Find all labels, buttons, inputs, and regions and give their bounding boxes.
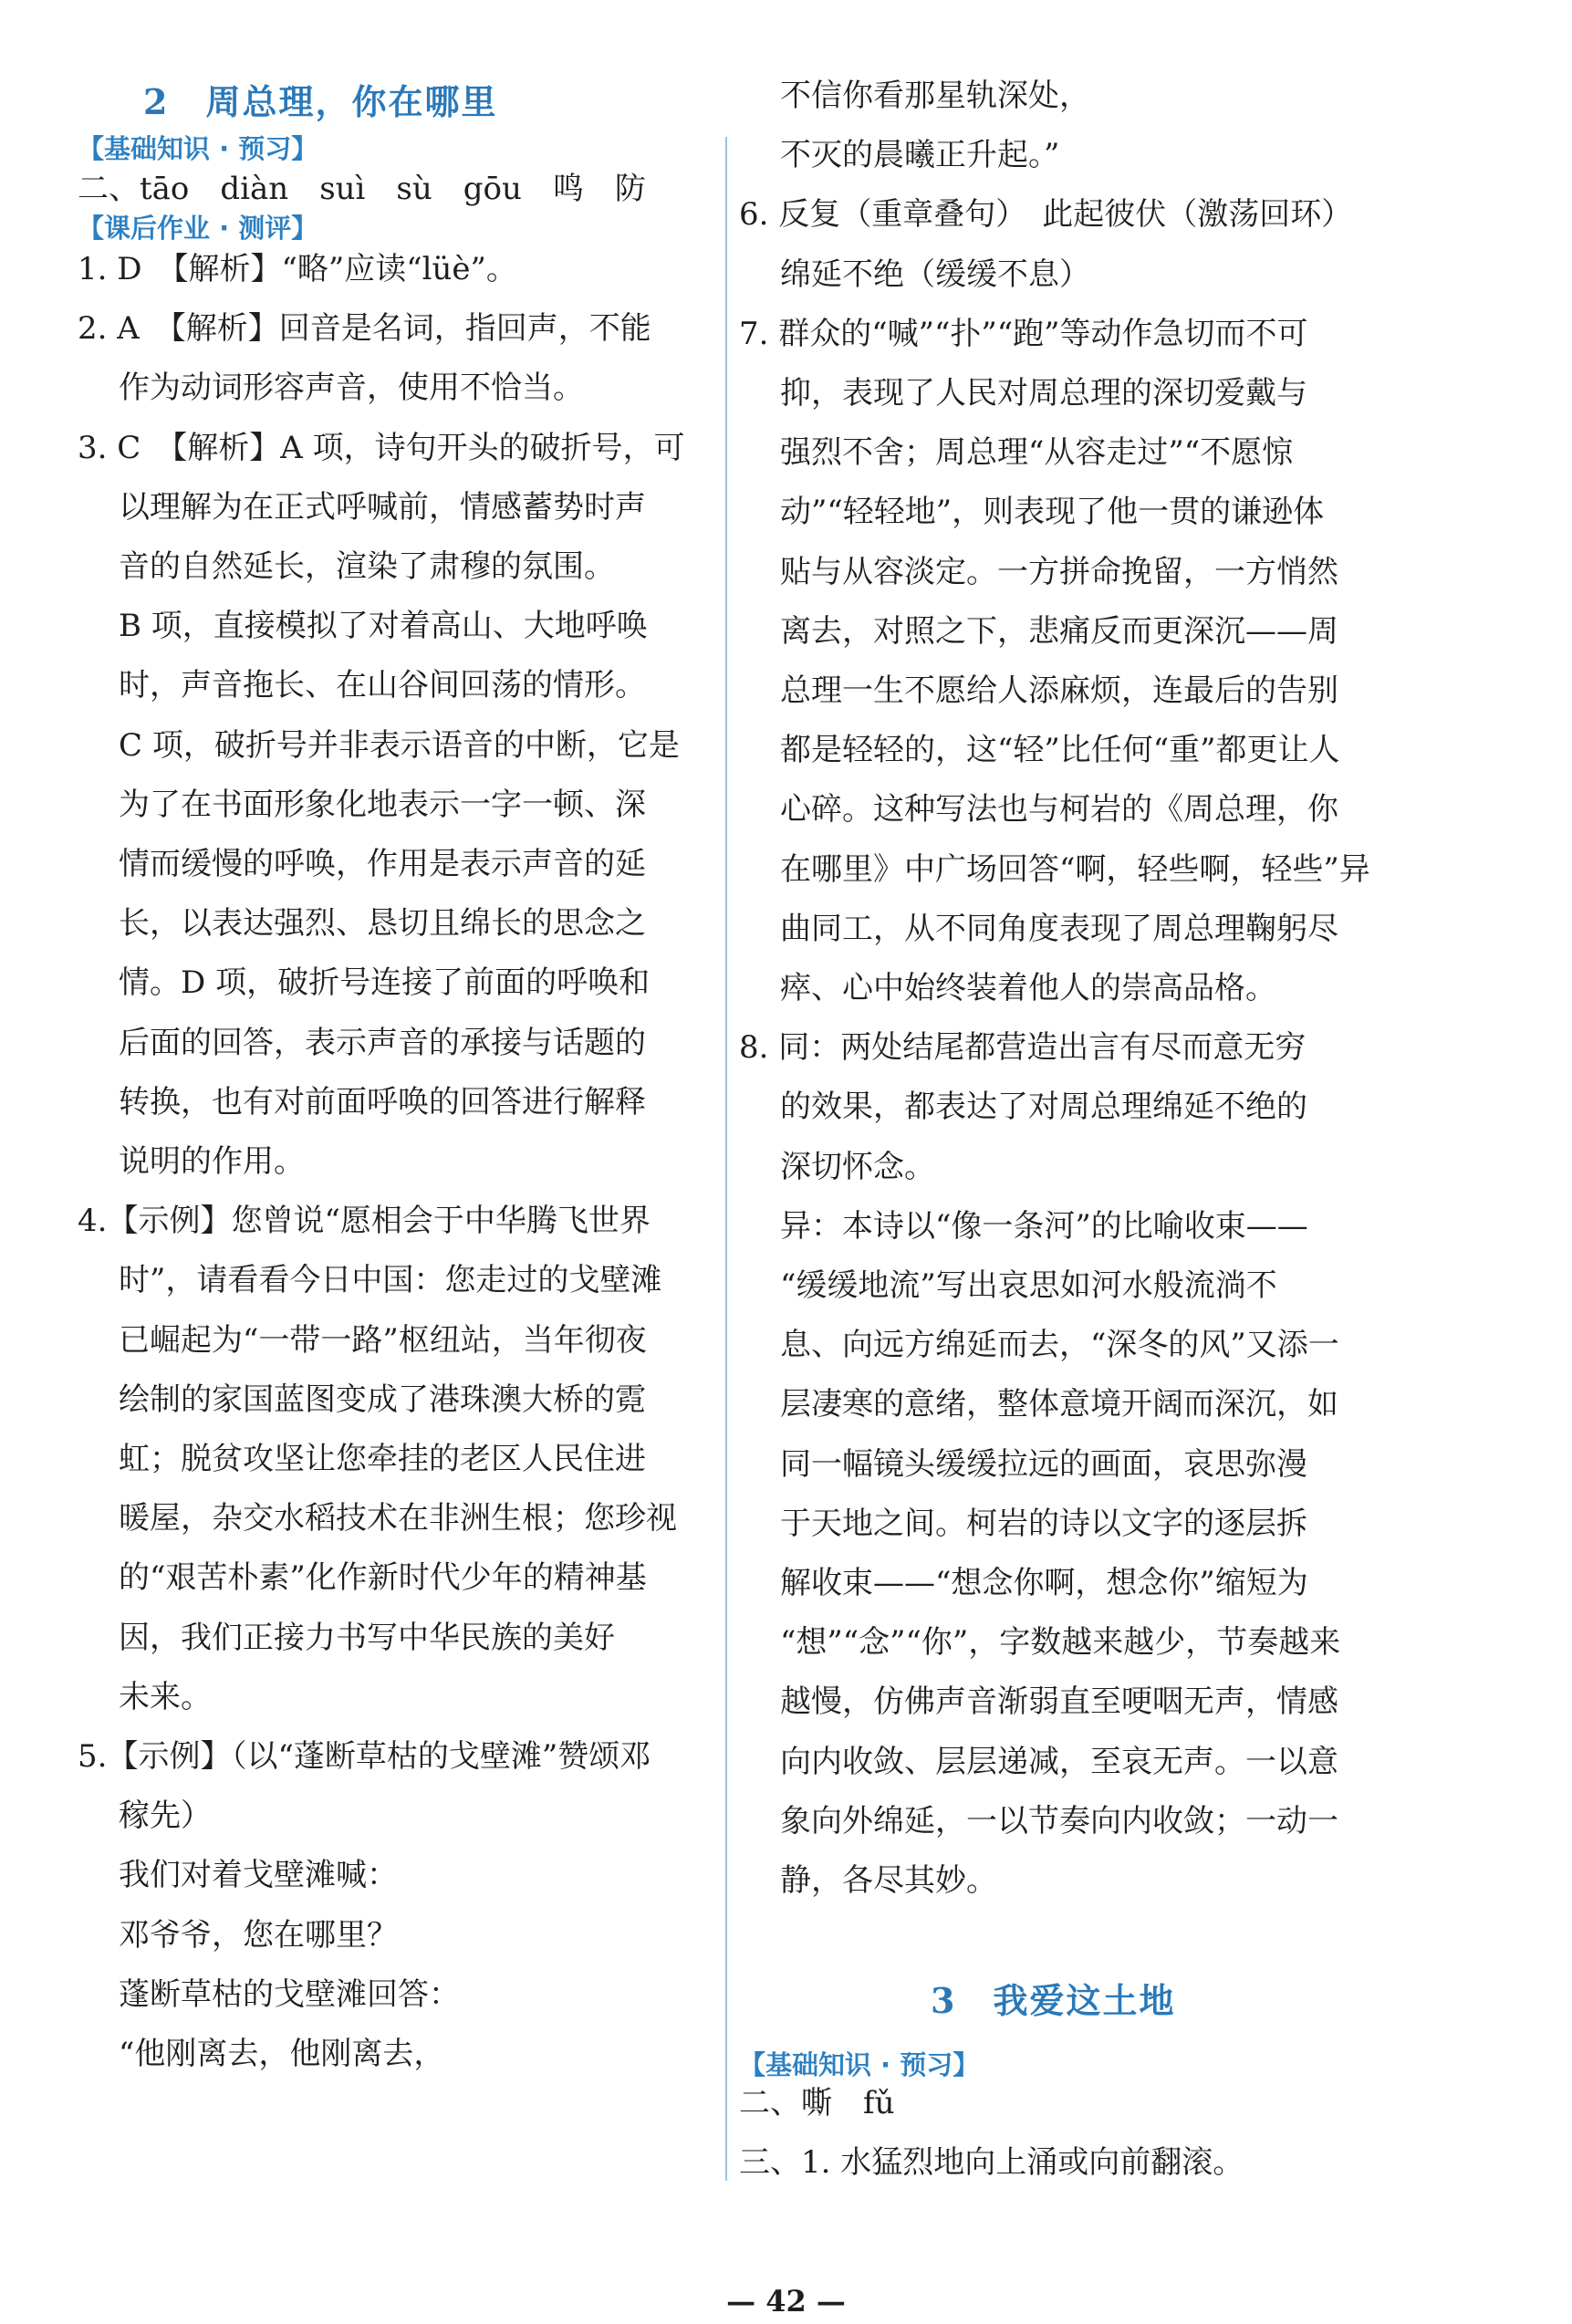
text-line: 情而缓慢的呼唤，作用是表示声音的延 <box>119 846 646 882</box>
text-line: 象向外绵延，一以节奏向内收敛；一动一 <box>780 1802 1338 1839</box>
text-line: 为了在书面形象化地表示一字一顿、深 <box>119 786 646 823</box>
text-line: 长，以表达强烈、恳切且绵长的思念之 <box>119 905 646 943</box>
text-line: 时”，请看看今日中国：您走过的戈壁滩 <box>119 1262 662 1299</box>
text-line: 曲同工，从不同角度表现了周总理鞠躬尽 <box>780 910 1338 947</box>
text-line: 虹；脱贫攻坚让您牵挂的老区人民住进 <box>119 1441 646 1477</box>
text-line: 越慢，仿佛声音渐弱直至哽咽无声，情感 <box>780 1683 1338 1721</box>
text-line: 强烈不舍；周总理“从容走过”“不愿惊 <box>780 434 1294 472</box>
text-line: 息、向远方绵延而去，“深冬的风”又添一 <box>780 1327 1339 1364</box>
text-line: “缓缓地流”写出哀思如河水般流淌不 <box>780 1267 1277 1304</box>
text-line: 解收束——“想念你啊，想念你”缩短为 <box>780 1565 1308 1601</box>
text-line: 时，声音拖长、在山谷间回荡的情形。 <box>119 667 646 704</box>
text-line: B 项，直接模拟了对着高山、大地呼唤 <box>119 608 648 645</box>
text-line: 说明的作用。 <box>119 1143 305 1180</box>
text-line: 贴与从容淡定。一方拼命挽留，一方悄然 <box>780 553 1338 590</box>
text-line: 3. C 【解析】A 项，诗句开头的破折号，可 <box>78 429 685 466</box>
text-line: 以理解为在正式呼喊前，情感蓄势时声 <box>119 488 646 526</box>
text-line: 静，各尽其妙。 <box>780 1862 997 1899</box>
text-line: 邓爷爷，您在哪里？ <box>119 1916 398 1954</box>
text-line: 层凄寒的意绪，整体意境开阔而深沉，如 <box>780 1386 1338 1423</box>
text-line: 异：本诗以“像一条河”的比喻收束—— <box>780 1207 1308 1245</box>
text-line: 绵延不绝（缓缓不息） <box>780 255 1090 293</box>
column-divider <box>725 137 727 2181</box>
text-line: 同一幅镜头缓缓拉远的画面，哀思弥漫 <box>780 1445 1307 1483</box>
section3-line-1: 二、嘶 fǔ <box>739 2085 895 2121</box>
text-line: 向内收敛、层层递减，至哀无声。一以意 <box>780 1743 1338 1780</box>
text-line: 未来。 <box>119 1678 212 1715</box>
text-line: 作为动词形容声音，使用不恰当。 <box>119 370 584 407</box>
text-line: 动”“轻轻地”，则表现了他一贯的谦逊体 <box>780 494 1325 531</box>
text-line: 音的自然延长，渲染了肃穆的氛围。 <box>119 548 615 585</box>
tag-basic-knowledge: 【基础知识 · 预习】 <box>78 133 318 164</box>
text-line: 因，我们正接力书写中华民族的美好 <box>119 1619 615 1656</box>
text-line: “他刚离去，他刚离去， <box>119 2036 445 2072</box>
text-line: 都是轻轻的，这“轻”比任何“重”都更让人 <box>780 732 1340 769</box>
text-line: 的效果，都表达了对周总理绵延不绝的 <box>780 1089 1307 1126</box>
pinyin-answers: 二、tāo diàn suì sù gōu 鸣 防 <box>78 171 646 207</box>
text-line: 2. A 【解析】回音是名词，指回声，不能 <box>78 310 651 348</box>
text-line: 稼先） <box>119 1798 212 1835</box>
text-line: 蓬断草枯的戈壁滩回答： <box>119 1975 460 2013</box>
text-line: 4.【示例】您曾说“愿相会于中华腾飞世界 <box>78 1203 651 1240</box>
text-line: 8. 同：两处结尾都营造出言有尽而意无穷 <box>739 1029 1307 1067</box>
text-line: 转换，也有对前面呼唤的回答进行解释 <box>119 1083 646 1120</box>
text-line: 暖屋，杂交水稻技术在非洲生根；您珍视 <box>119 1500 677 1537</box>
text-line: 7. 群众的“喊”“扑”“跑”等动作急切而不可 <box>739 315 1308 352</box>
text-line: 6. 反复（重章叠句） 此起彼伏（激荡回环） <box>739 196 1353 234</box>
tag-after-class: 【课后作业 · 测评】 <box>78 213 318 244</box>
section-title: 2 周总理，你在哪里 <box>143 81 498 122</box>
text-line: 情。D 项，破折号连接了前面的呼唤和 <box>119 964 651 1002</box>
text-line: 抑，表现了人民对周总理的深切爱戴与 <box>780 375 1307 412</box>
text-line: 5.【示例】（以“蓬断草枯的戈壁滩”赞颂邓 <box>78 1738 651 1775</box>
text-line: 已崛起为“一带一路”枢纽站，当年彻夜 <box>119 1321 647 1359</box>
text-line: 总理一生不愿给人添麻烦，连最后的告别 <box>780 672 1338 709</box>
page-number: — 42 — <box>726 2284 846 2319</box>
text-line: 离去，对照之下，悲痛反而更深沉——周 <box>780 612 1338 650</box>
section3-title: 3 我爱这土地 <box>931 1980 1176 2021</box>
text-line: 在哪里》中广场回答“啊，轻些啊，轻些”异 <box>780 850 1370 888</box>
text-line: 我们对着戈壁滩喊： <box>119 1857 398 1894</box>
text-line: 于天地之间。柯岩的诗以文字的逐层拆 <box>780 1505 1307 1542</box>
text-line: 1. D 【解析】“略”应读“lüè”。 <box>78 251 517 287</box>
text-line: “想”“念”“你”，字数越来越少，节奏越来 <box>780 1624 1341 1662</box>
text-line: 的“艰苦朴素”化作新时代少年的精神基 <box>119 1559 647 1597</box>
text-line: 深切怀念。 <box>780 1148 935 1185</box>
text-line: C 项，破折号并非表示语音的中断，它是 <box>119 726 680 764</box>
text-line: 不信你看那星轨深处， <box>780 78 1090 114</box>
text-line: 后面的回答，表示声音的承接与话题的 <box>119 1024 646 1061</box>
text-line: 不灭的晨曦正升起。” <box>780 137 1060 174</box>
text-line: 绘制的家国蓝图变成了港珠澳大桥的霓 <box>119 1381 646 1418</box>
text-line: 瘁、心中始终装着他人的崇高品格。 <box>780 970 1276 1006</box>
tag-basic-knowledge-3: 【基础知识 · 预习】 <box>739 2049 980 2080</box>
text-line: 心碎。这种写法也与柯岩的《周总理，你 <box>780 791 1338 829</box>
section3-line-2: 三、1. 水猛烈地向上涌或向前翻滚。 <box>739 2144 1244 2181</box>
